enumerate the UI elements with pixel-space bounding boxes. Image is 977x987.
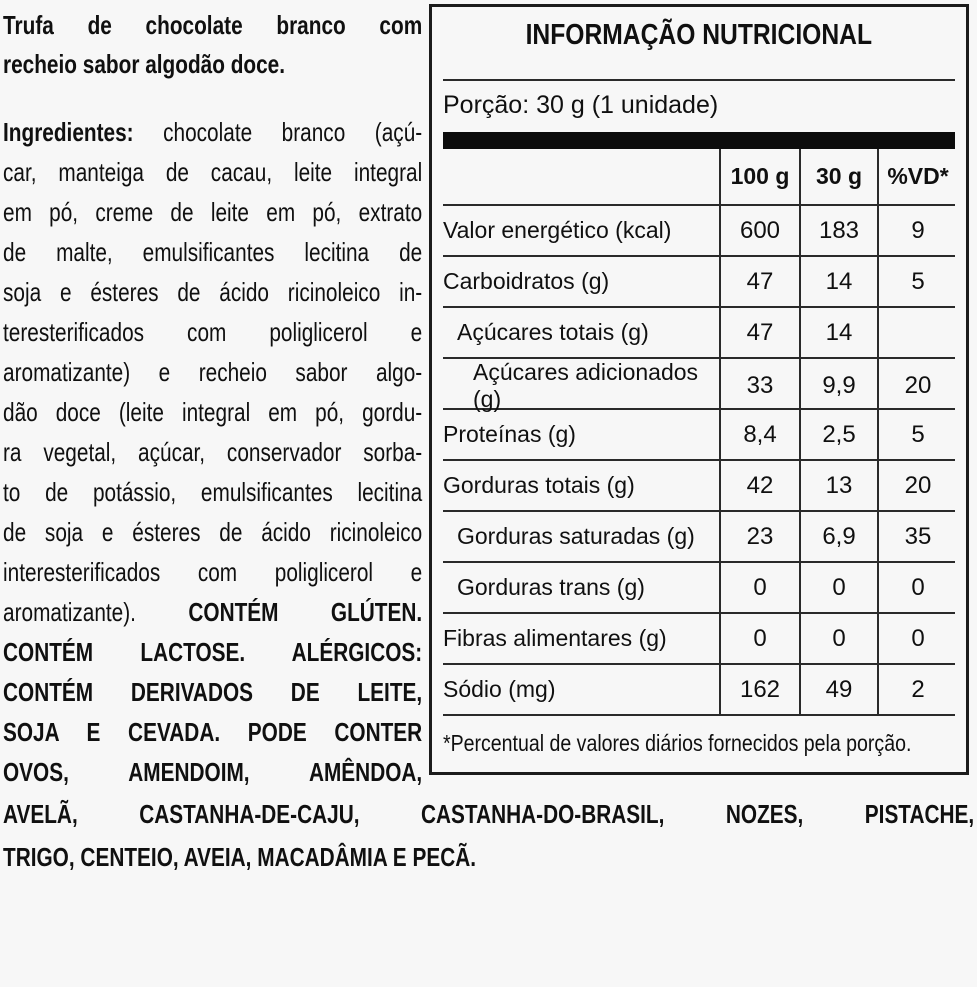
- row-value-30g: 2,5: [799, 410, 877, 459]
- column-header-vd: %VD*: [877, 149, 957, 204]
- ingredients-line-text: de soja e ésteres de ácido ricinoleico: [3, 517, 423, 547]
- ingredients-line-text: de malte, emulsificantes lecitina de: [3, 237, 423, 267]
- ingredients-line: [3, 512, 422, 552]
- row-value-30g: 6,9: [799, 512, 877, 561]
- ingredients-line: [3, 552, 422, 592]
- table-row: [443, 206, 955, 257]
- ingredients-line-text: em pó, creme de leite em pó, extrato: [3, 197, 423, 227]
- table-row: [443, 308, 955, 359]
- ingredients-line: [3, 112, 422, 152]
- ingredients-line: [3, 192, 422, 232]
- ingredients-line-text: teresterificados com poliglicerol e: [3, 317, 423, 347]
- nutrition-panel: [429, 4, 969, 775]
- ingredients-line: [3, 472, 422, 512]
- row-value-vd: 9: [877, 206, 957, 255]
- ingredients-line: [3, 592, 422, 632]
- ingredients-line: [3, 432, 422, 472]
- ingredients-line-text: to de potássio, emulsificantes lecitina: [3, 477, 423, 507]
- header-bar: [443, 132, 955, 149]
- ingredients-line: [3, 352, 422, 392]
- ingredients-line-text: ra vegetal, açúcar, conservador sorba-: [3, 437, 423, 467]
- table-footnote: [443, 716, 955, 770]
- row-value-30g: 13: [799, 461, 877, 510]
- ingredients-line: [3, 632, 422, 672]
- row-value-30g: 0: [799, 614, 877, 663]
- allergen-line-text: AVELÃ, CASTANHA-DE-CAJU, CASTANHA-DO-BRASIL, NOZES, PISTACHE,: [3, 799, 975, 829]
- row-value-30g: 14: [799, 257, 877, 306]
- ingredients-line: [3, 712, 422, 752]
- row-label: Açúcares adicionados (g): [473, 359, 699, 412]
- description-line-text: Trufa de chocolate branco com: [3, 10, 423, 40]
- row-label: Proteínas (g): [443, 421, 576, 447]
- description-line: [3, 45, 422, 84]
- ingredients-line-text: CONTÉM LACTOSE. ALÉRGICOS:: [3, 637, 423, 667]
- row-value-100g: 162: [719, 665, 799, 714]
- ingredients-line-text: dão doce (leite integral em pó, gordu-: [3, 397, 423, 427]
- table-row: [443, 410, 955, 461]
- row-value-vd: 0: [877, 563, 957, 612]
- row-label: Carboidratos (g): [443, 268, 610, 294]
- row-value-vd: [877, 308, 957, 357]
- row-value-vd: 0: [877, 614, 957, 663]
- row-value-100g: 8,4: [719, 410, 799, 459]
- row-value-vd: 5: [877, 410, 957, 459]
- row-value-vd: 20: [877, 461, 957, 510]
- ingredients-line-text: car, manteiga de cacau, leite integral: [3, 157, 423, 187]
- row-value-30g: 49: [799, 665, 877, 714]
- row-label: Fibras alimentares (g): [443, 625, 667, 651]
- ingredients-line: [3, 672, 422, 712]
- ingredients-line-text: interesterificados com poliglicerol e: [3, 557, 423, 587]
- product-description: [3, 6, 422, 84]
- row-value-100g: 0: [719, 563, 799, 612]
- table-row: [443, 359, 955, 410]
- row-value-100g: 47: [719, 257, 799, 306]
- row-label: Gorduras trans (g): [457, 574, 645, 600]
- row-value-vd: 35: [877, 512, 957, 561]
- ingredients-line-text: SOJA E CEVADA. PODE CONTER: [3, 717, 423, 747]
- column-header-100g: 100 g: [719, 149, 799, 204]
- row-value-vd: 5: [877, 257, 957, 306]
- row-value-100g: 33: [719, 359, 799, 413]
- ingredients-line-text: OVOS, AMENDOIM, AMÊNDOA,: [3, 757, 423, 787]
- ingredients-line-text: aromatizante).: [3, 597, 189, 627]
- table-row: [443, 257, 955, 308]
- ingredients-line-text: chocolate branco (açú-: [133, 117, 423, 147]
- row-value-30g: 183: [799, 206, 877, 255]
- row-value-30g: 9,9: [799, 359, 877, 413]
- table-row: [443, 563, 955, 614]
- table-row: [443, 461, 955, 512]
- ingredients-line-text: CONTÉM DERIVADOS DE LEITE,: [3, 677, 423, 707]
- row-label: Gorduras saturadas (g): [457, 523, 695, 549]
- allergen-line: [3, 793, 974, 836]
- table-footnote-text: *Percentual de valores diários fornecidos pela porção.: [443, 729, 912, 756]
- column-header-row: [443, 149, 955, 206]
- ingredients-line: [3, 752, 422, 792]
- row-label: Gorduras totais (g): [443, 472, 635, 498]
- ingredients-line-text: aromatizante) e recheio sabor algo-: [3, 357, 423, 387]
- row-label: Açúcares totais (g): [457, 319, 649, 345]
- nutrition-rows: [443, 206, 955, 716]
- table-row: [443, 665, 955, 716]
- row-value-100g: 42: [719, 461, 799, 510]
- column-header-empty: [443, 149, 719, 204]
- allergen-line: [3, 836, 974, 879]
- description-line-text: recheio sabor algodão doce.: [3, 49, 286, 79]
- row-label: Sódio (mg): [443, 676, 556, 702]
- ingredients-line-text: CONTÉM GLÚTEN.: [188, 597, 423, 627]
- nutrition-title-text: INFORMAÇÃO NUTRICIONAL: [525, 19, 873, 51]
- column-header-30g: 30 g: [799, 149, 877, 204]
- ingredients-line-text: soja e ésteres de ácido ricinoleico in-: [3, 277, 423, 307]
- table-row: [443, 512, 955, 563]
- row-value-vd: 20: [877, 359, 957, 413]
- row-value-100g: 0: [719, 614, 799, 663]
- row-value-vd: 2: [877, 665, 957, 714]
- row-label: Valor energético (kcal): [443, 217, 672, 243]
- row-value-30g: 14: [799, 308, 877, 357]
- row-value-100g: 23: [719, 512, 799, 561]
- row-value-30g: 0: [799, 563, 877, 612]
- ingredients-line: [3, 272, 422, 312]
- product-text-column: [3, 6, 422, 792]
- nutrition-title: [443, 7, 955, 67]
- ingredients-paragraph: [3, 112, 422, 792]
- ingredients-line: [3, 232, 422, 272]
- ingredients-line: [3, 392, 422, 432]
- table-row: [443, 614, 955, 665]
- allergen-footer: [3, 793, 974, 879]
- row-value-100g: 47: [719, 308, 799, 357]
- allergen-line-text: TRIGO, CENTEIO, AVEIA, MACADÂMIA E PECÃ.: [3, 842, 477, 872]
- portion-label: Porção: 30 g (1 unidade): [443, 91, 719, 119]
- row-value-100g: 600: [719, 206, 799, 255]
- ingredients-line: [3, 312, 422, 352]
- ingredients-line: [3, 152, 422, 192]
- ingredients-line-text: Ingredientes:: [3, 117, 134, 147]
- description-line: [3, 6, 422, 45]
- allergen-lines: [3, 793, 974, 879]
